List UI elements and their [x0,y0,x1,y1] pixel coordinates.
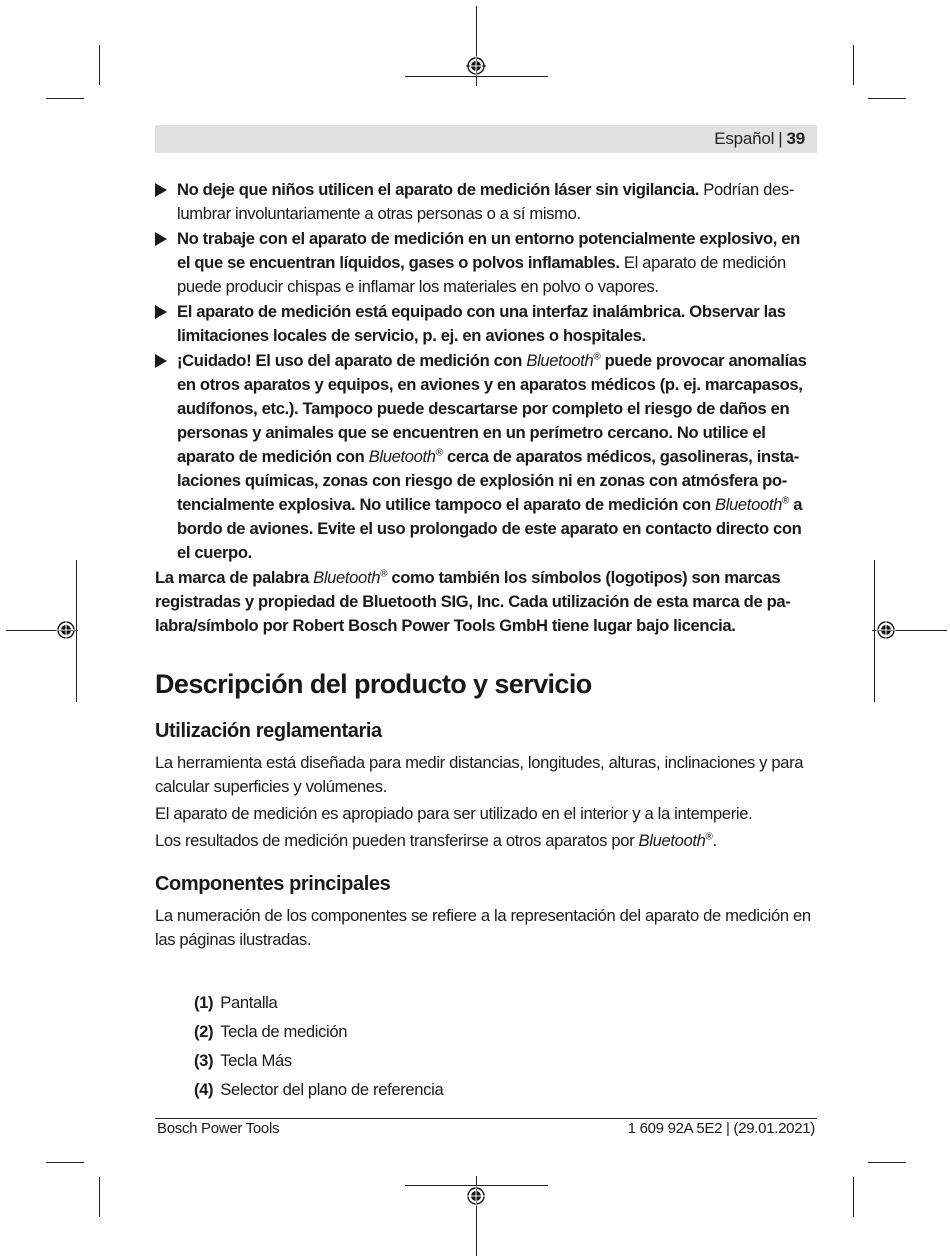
intended-use-paragraph: La herramienta está diseñada para medir distancias, longitudes, alturas, inclinaciones y para calcular superficies y volúmenes. [155,753,804,796]
list-item: (4) Selector del plano de referencia [194,1080,444,1099]
footer-document-id: 1 609 92A 5E2 | (29.01.2021) [627,1120,815,1137]
page-header [155,125,817,153]
bullet-bold-text: No trabaje con el aparato de medición en un entorno potencialmente explosivo, en el que se encuentran líquidos, gases o polvos inflamables. [177,229,800,272]
bullet-bold-text: No deje que niños utilicen el aparato de medición láser sin vigilancia. [177,180,699,199]
bullet-triangle-icon [155,354,167,368]
footer-divider [155,1118,817,1119]
bullet-bold-text: El aparato de medición está equipado con una interfaz inalámbrica. Observar las limitaciones locales de servicio, p. ej. en aviones o hospitales. [177,302,786,345]
trademark-note: La marca de palabra Bluetooth® como también los símbolos (logotipos) son marcas registradas y propiedad de Bluetooth SIG, Inc. Cada utilización de esta marca de palabra/símbolo por Robert Bosch Power Tools GmbH tiene lugar bajo licencia. [155,568,791,635]
registration-mark-icon [56,620,76,640]
components-list [155,988,817,1104]
section-title: Descripción del producto y servicio [155,669,592,699]
intended-use-paragraph: Los resultados de medición pueden transferirse a otros aparatos por Bluetooth®. [155,831,717,850]
bullet-text: El aparato de medición puede producir chispas e inflamar los materiales en polvo o vapores. [177,253,786,296]
safety-bullet [155,227,817,299]
safety-bullet [155,178,817,226]
components-heading: Componentes principales [155,873,391,895]
footer-publisher: Bosch Power Tools [157,1120,280,1137]
page-number: 39 [786,129,805,148]
registration-mark-icon [466,1186,486,1206]
bluetooth-warning-text: ¡Cuidado! El uso del aparato de medición con Bluetooth® puede provocar anomalías en otros aparatos y equipos, en aviones y en aparatos médicos (p. ej. marcapasos, audífonos, etc.). Tampoco puede descartarse por completo el riesgo de daños en personas y animales que se encuentren en un perímetro cercano. No utilice el aparato de medición con Bluetooth® cerca de aparatos médicos, gasolineras, instalaciones químicas, zonas con riesgo de explosión ni en zonas con atmósfera potencialmente explosiva. No utilice tampoco el aparato de medición con Bluetooth® a bordo de aviones. Evite el uso prolongado de este aparato en contacto directo con el cuerpo. [177,351,807,562]
safety-bullet [155,300,817,348]
bullet-triangle-icon [155,305,167,319]
bullet-triangle-icon [155,183,167,197]
page-content [155,178,817,1104]
list-item: (2) Tecla de medición [194,1022,348,1041]
bluetooth-warning-bullet [155,349,817,565]
header-language: Español [714,129,775,148]
intended-use-heading: Utilización reglamentaria [155,720,382,742]
registration-mark-icon [466,56,486,76]
list-item: (1) Pantalla [194,993,278,1012]
list-item: (3) Tecla Más [194,1051,292,1070]
bullet-triangle-icon [155,232,167,246]
bullet-text: Podrían deslumbrar involuntariamente a otras personas o a sí mismo. [177,180,795,223]
registration-mark-icon [876,620,896,640]
components-intro: La numeración de los componentes se refiere a la representación del aparato de medición en las páginas ilustradas. [155,906,811,949]
header-text: Español | 39 [714,129,805,148]
intended-use-paragraph: El aparato de medición es apropiado para ser utilizado en el interior y a la intemperie. [155,804,753,823]
